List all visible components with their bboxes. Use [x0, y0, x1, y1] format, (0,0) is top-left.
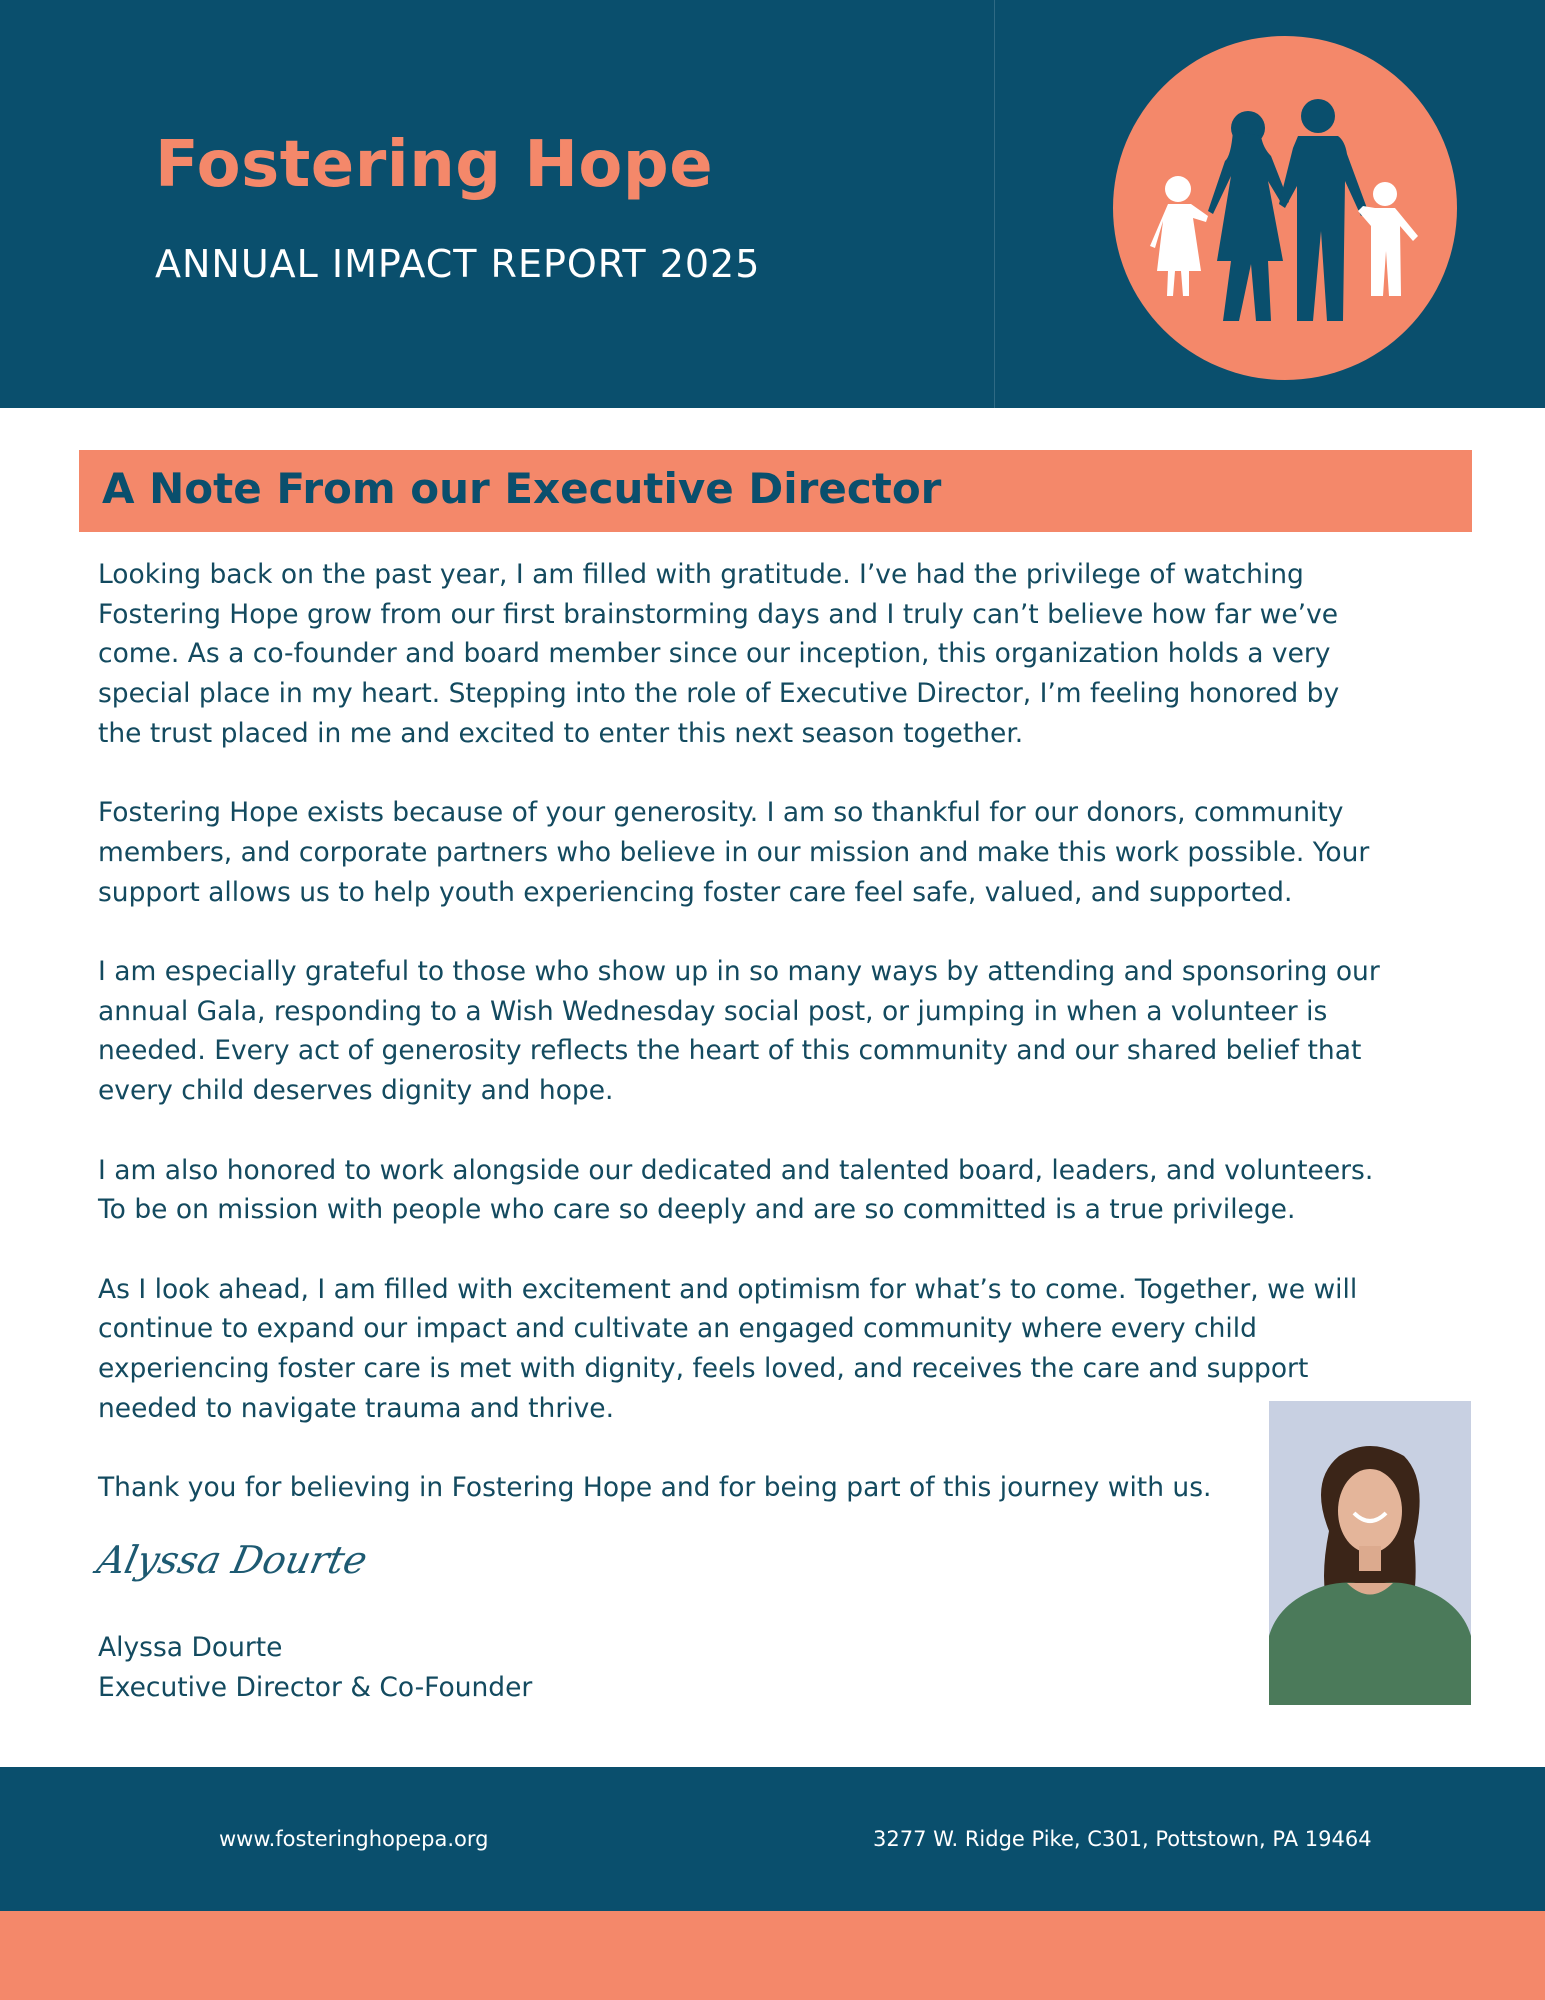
- footer-accent-strip: [0, 1911, 1545, 2000]
- paragraph-line: experiencing foster care is met with dignity, feels loved, and receives the care and support: [98, 1353, 1309, 1384]
- letter-paragraph: [98, 1151, 1478, 1230]
- letter-paragraph: [98, 793, 1478, 912]
- signatory-role: Executive Director & Co-Founder: [98, 1671, 533, 1703]
- signature: Alyssa Dourte: [93, 1538, 372, 1582]
- letter-body: [98, 555, 1478, 1547]
- paragraph-line: Fostering Hope grow from our first brainstorming days and I truly can’t believe how far we’ve: [98, 598, 1339, 630]
- paragraph-line: Looking back on the past year, I am filled with gratitude. I’ve had the privilege of watching: [98, 559, 1304, 590]
- paragraph-line: I am also honored to work alongside our dedicated and talented board, leaders, and volunteers.: [98, 1154, 1374, 1186]
- paragraph-line: Thank you for believing in Fostering Hope and for being part of this journey with us.: [98, 1472, 1212, 1504]
- footer-band: [0, 1767, 1545, 1911]
- paragraph-line: needed. Every act of generosity reflects the heart of this community and our shared belief that: [98, 1035, 1362, 1067]
- signatory-name: Alyssa Dourte: [98, 1632, 283, 1663]
- paragraph-line: As I look ahead, I am filled with excitement and optimism for what’s to come. Together, we will: [98, 1273, 1358, 1305]
- report-title: Fostering Hope: [155, 128, 714, 202]
- family-silhouette-icon: [1113, 36, 1457, 380]
- header-band: [0, 0, 1545, 408]
- paragraph-line: annual Gala, responding to a Wish Wednesday social post, or jumping in when a volunteer is: [98, 995, 1328, 1027]
- section-banner: [79, 450, 1472, 532]
- paragraph-line: To be on mission with people who care so deeply and are so committed is a true privilege.: [98, 1194, 1296, 1226]
- section-heading: A Note From our Executive Director: [102, 464, 942, 513]
- address-text: 3277 W. Ridge Pike, C301, Pottstown, PA 19464: [873, 1827, 1372, 1851]
- paragraph-line: members, and corporate partners who believe in our mission and make this work possible. Your: [98, 836, 1370, 868]
- paragraph-line: come. As a co-founder and board member since our inception, this organization holds a very: [98, 638, 1331, 670]
- paragraph-line: special place in my heart. Stepping into the role of Executive Director, I’m feeling honored by: [98, 678, 1340, 710]
- paragraph-line: I am especially grateful to those who show up in so many ways by attending and sponsoring our: [98, 956, 1380, 987]
- header-divider: [994, 0, 995, 408]
- paragraph-line: support allows us to help youth experiencing foster care feel safe, valued, and supported.: [98, 876, 1293, 908]
- paragraph-line: needed to navigate trauma and thrive.: [98, 1392, 614, 1424]
- report-subtitle: ANNUAL IMPACT REPORT 2025: [155, 242, 761, 286]
- letter-paragraph: [98, 555, 1478, 754]
- signatory-block: [98, 1628, 532, 1707]
- letter-paragraph: [98, 952, 1478, 1111]
- paragraph-line: Fostering Hope exists because of your generosity. I am so thankful for our donors, community: [98, 797, 1344, 829]
- paragraph-line: the trust placed in me and excited to enter this next season together.: [98, 717, 1024, 749]
- director-portrait-photo: [1269, 1401, 1471, 1705]
- paragraph-line: every child deserves dignity and hope.: [98, 1075, 614, 1107]
- website-link[interactable]: www.fosteringhopepa.org: [219, 1827, 489, 1851]
- paragraph-line: continue to expand our impact and cultivate an engaged community where every child: [98, 1313, 1257, 1345]
